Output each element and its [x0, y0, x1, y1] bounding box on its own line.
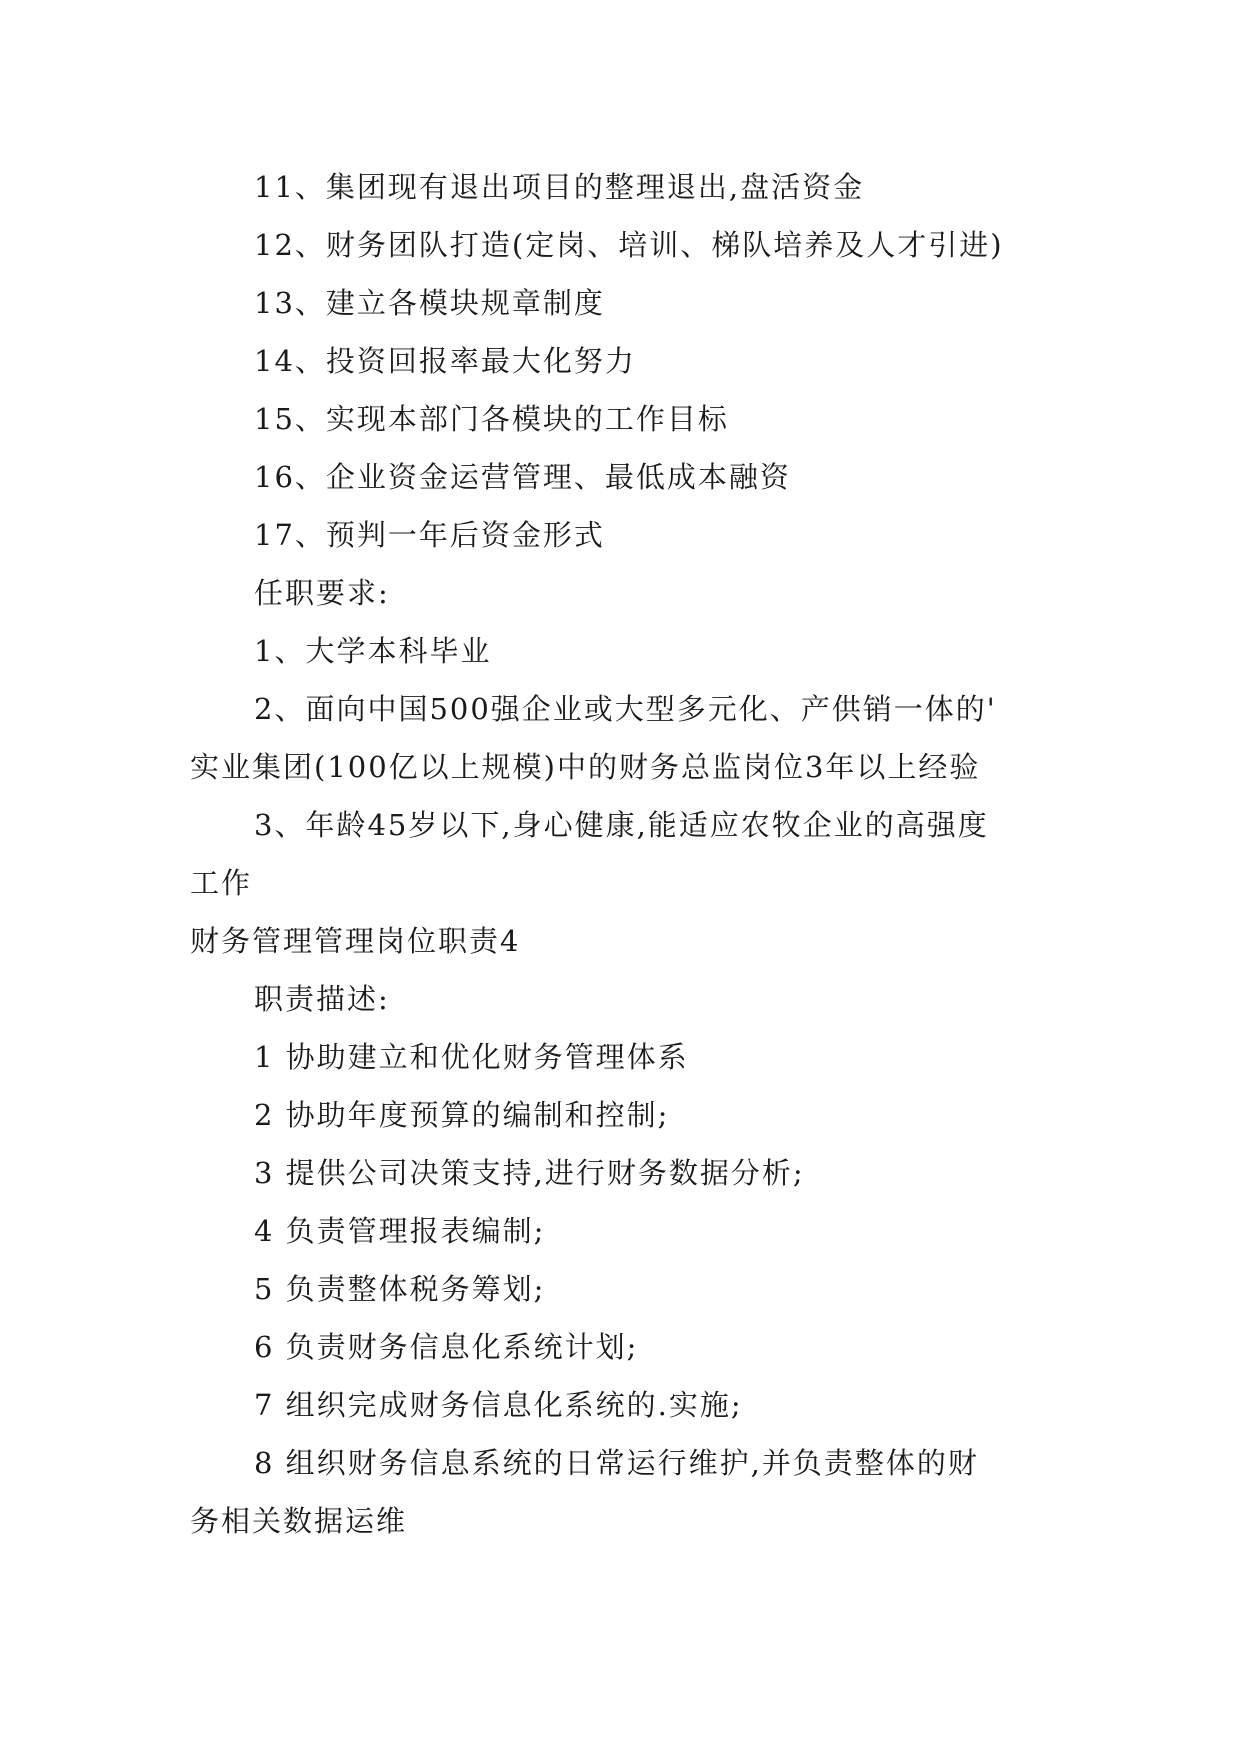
section-label: 职责描述: — [254, 982, 390, 1016]
list-item-continuation: 工作 — [190, 866, 253, 900]
list-item: 16、企业资金运营管理、最低成本融资 — [254, 460, 791, 494]
list-item: 7 组织完成财务信息化系统的.实施; — [254, 1388, 743, 1422]
document-body — [190, 158, 1070, 1550]
list-item: 12、财务团队打造(定岗、培训、梯队培养及人才引进) — [254, 228, 1004, 262]
list-item: 2 协助年度预算的编制和控制; — [254, 1098, 670, 1132]
list-item: 1、大学本科毕业 — [254, 634, 492, 668]
list-item: 5 负责整体税务筹划; — [254, 1272, 546, 1306]
list-item: 1 协助建立和优化财务管理体系 — [254, 1040, 689, 1074]
list-item: 3 提供公司决策支持,进行财务数据分析; — [254, 1156, 805, 1190]
list-item-continuation: 实业集团(100亿以上规模)中的财务总监岗位3年以上经验 — [190, 750, 981, 784]
list-item: 17、预判一年后资金形式 — [254, 518, 605, 552]
list-item: 11、集团现有退出项目的整理退出,盘活资金 — [254, 170, 865, 204]
list-item: 3、年龄45岁以下,身心健康,能适应农牧企业的高强度 — [254, 808, 989, 842]
list-item: 14、投资回报率最大化努力 — [254, 344, 636, 378]
list-item: 4 负责管理报表编制; — [254, 1214, 546, 1248]
list-item: 15、实现本部门各模块的工作目标 — [254, 402, 729, 436]
section-label: 任职要求: — [254, 576, 390, 610]
list-item-continuation: 务相关数据运维 — [190, 1504, 408, 1538]
list-item: 6 负责财务信息化系统计划; — [254, 1330, 639, 1364]
list-item: 13、建立各模块规章制度 — [254, 286, 605, 320]
list-item: 8 组织财务信息系统的日常运行维护,并负责整体的财 — [254, 1446, 979, 1480]
section-heading: 财务管理管理岗位职责4 — [190, 924, 521, 958]
list-item: 2、面向中国500强企业或大型多元化、产供销一体的' — [254, 692, 997, 726]
